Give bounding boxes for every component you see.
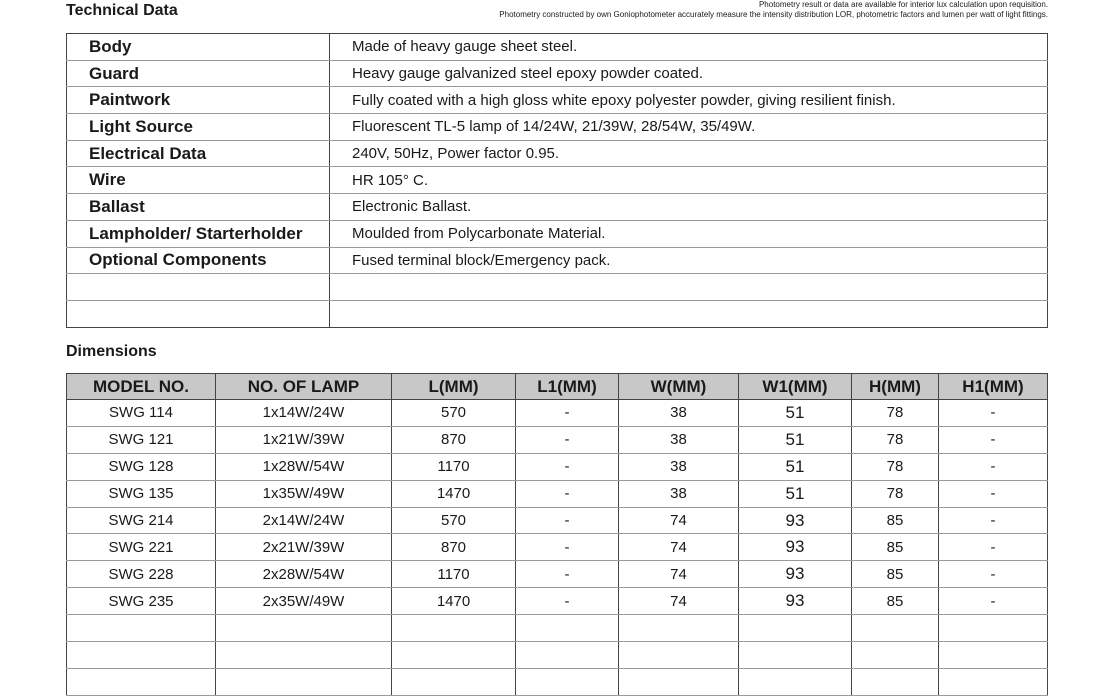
spec-label: Body [67,34,330,61]
table-cell: 78 [852,400,939,427]
table-cell: - [516,561,619,588]
column-header: W(MM) [619,374,739,400]
spec-value: HR 105° C. [330,167,1048,194]
photometry-note: Photometry constructed by own Goniophotometer accurately measure the intensity distribution LOR, photometric factors and lumen per watt of light fittings. [499,10,1048,19]
spec-row [67,60,1048,87]
spec-label: Electrical Data [67,140,330,167]
table-cell: 1470 [392,480,516,507]
table-cell [852,642,939,669]
table-cell: SWG 228 [67,561,216,588]
table-cell: - [516,400,619,427]
table-cell: SWG 135 [67,480,216,507]
spec-label: Light Source [67,114,330,141]
column-header: L(MM) [392,374,516,400]
column-header: MODEL NO. [67,374,216,400]
table-cell [739,668,852,695]
table-cell [619,615,739,642]
technical-data-title: Technical Data [66,2,178,19]
table-cell: 93 [739,588,852,615]
table-cell [216,668,392,695]
table-cell [619,642,739,669]
spec-value [330,274,1048,301]
spec-value: Fluorescent TL-5 lamp of 14/24W, 21/39W, 28/54W, 35/49W. [330,114,1048,141]
table-row [67,642,1048,669]
table-cell: 2x21W/39W [216,534,392,561]
table-row [67,426,1048,453]
table-cell [216,615,392,642]
table-cell [939,668,1048,695]
column-header: H(MM) [852,374,939,400]
spec-row [67,140,1048,167]
table-row [67,588,1048,615]
table-row [67,615,1048,642]
table-row [67,453,1048,480]
table-cell: 85 [852,534,939,561]
table-cell: 2x14W/24W [216,507,392,534]
table-cell: 51 [739,480,852,507]
table-cell: 74 [619,561,739,588]
table-cell [939,642,1048,669]
column-header: H1(MM) [939,374,1048,400]
table-cell: 2x35W/49W [216,588,392,615]
table-cell: 1x21W/39W [216,426,392,453]
table-cell: 2x28W/54W [216,561,392,588]
table-cell: 51 [739,400,852,427]
table-cell [67,642,216,669]
table-cell: 570 [392,400,516,427]
table-row [67,480,1048,507]
table-cell: 74 [619,507,739,534]
table-cell: 870 [392,534,516,561]
table-cell: - [939,426,1048,453]
spec-label: Ballast [67,194,330,221]
table-cell: - [939,453,1048,480]
spec-value: Fully coated with a high gloss white epoxy polyester powder, giving resilient finish. [330,87,1048,114]
column-header: L1(MM) [516,374,619,400]
table-cell [216,642,392,669]
spec-row [67,34,1048,61]
table-cell: 78 [852,453,939,480]
spec-value: Made of heavy gauge sheet steel. [330,34,1048,61]
spec-label: Wire [67,167,330,194]
table-cell [739,615,852,642]
table-cell: - [516,588,619,615]
table-cell: - [939,588,1048,615]
table-cell [67,615,216,642]
table-cell: - [939,561,1048,588]
table-cell: 38 [619,453,739,480]
table-cell: - [939,480,1048,507]
spec-value: 240V, 50Hz, Power factor 0.95. [330,140,1048,167]
table-cell: 1x28W/54W [216,453,392,480]
spec-value: Electronic Ballast. [330,194,1048,221]
table-cell: 870 [392,426,516,453]
spec-row [67,114,1048,141]
table-cell: 93 [739,507,852,534]
spec-row [67,220,1048,247]
photometry-notes [499,0,1048,20]
table-cell: 78 [852,426,939,453]
dimensions-table [66,373,1048,696]
spec-value: Moulded from Polycarbonate Material. [330,220,1048,247]
table-cell [619,668,739,695]
table-cell: 1170 [392,453,516,480]
table-cell: 74 [619,534,739,561]
table-cell [739,642,852,669]
table-cell: SWG 214 [67,507,216,534]
spec-label: Paintwork [67,87,330,114]
table-cell: 38 [619,426,739,453]
table-cell: - [939,400,1048,427]
table-cell [516,642,619,669]
table-cell: - [516,453,619,480]
spec-label: Lampholder/ Starterholder [67,220,330,247]
table-cell: SWG 128 [67,453,216,480]
table-cell: - [516,507,619,534]
table-row [67,534,1048,561]
table-cell: 85 [852,507,939,534]
table-cell: 85 [852,588,939,615]
table-row [67,507,1048,534]
spec-label: Guard [67,60,330,87]
spec-value: Fused terminal block/Emergency pack. [330,247,1048,274]
table-cell: SWG 235 [67,588,216,615]
column-header: NO. OF LAMP [216,374,392,400]
column-header: W1(MM) [739,374,852,400]
spec-value [330,300,1048,327]
table-cell: 51 [739,426,852,453]
table-cell [516,668,619,695]
spec-row [67,274,1048,301]
table-cell [516,615,619,642]
table-row [67,561,1048,588]
table-cell [67,668,216,695]
spec-row [67,300,1048,327]
table-cell: - [939,534,1048,561]
table-cell [852,668,939,695]
table-cell: 38 [619,480,739,507]
table-cell: SWG 221 [67,534,216,561]
table-cell: 93 [739,561,852,588]
table-cell [852,615,939,642]
table-row [67,668,1048,695]
table-cell: 570 [392,507,516,534]
table-cell [392,642,516,669]
table-cell: 1470 [392,588,516,615]
spec-row [67,167,1048,194]
spec-value: Heavy gauge galvanized steel epoxy powder coated. [330,60,1048,87]
technical-data-table [66,33,1048,328]
table-cell: 85 [852,561,939,588]
dimensions-title: Dimensions [66,343,157,360]
table-row [67,400,1048,427]
table-cell: 38 [619,400,739,427]
table-cell: - [516,426,619,453]
spec-label [67,274,330,301]
spec-label [67,300,330,327]
table-cell: 93 [739,534,852,561]
spec-label: Optional Components [67,247,330,274]
table-cell: 74 [619,588,739,615]
dimensions-header-row [67,374,1048,400]
table-cell [392,668,516,695]
spec-row [67,87,1048,114]
table-cell: 1x14W/24W [216,400,392,427]
table-cell: 78 [852,480,939,507]
table-cell [939,615,1048,642]
table-cell: - [516,480,619,507]
table-cell: 1x35W/49W [216,480,392,507]
table-cell: SWG 114 [67,400,216,427]
photometry-note: Photometry result or data are available for interior lux calculation upon requisition. [758,0,1048,9]
table-cell: - [939,507,1048,534]
table-cell: SWG 121 [67,426,216,453]
spec-row [67,194,1048,221]
table-cell [392,615,516,642]
table-cell: 1170 [392,561,516,588]
spec-row [67,247,1048,274]
table-cell: 51 [739,453,852,480]
table-cell: - [516,534,619,561]
